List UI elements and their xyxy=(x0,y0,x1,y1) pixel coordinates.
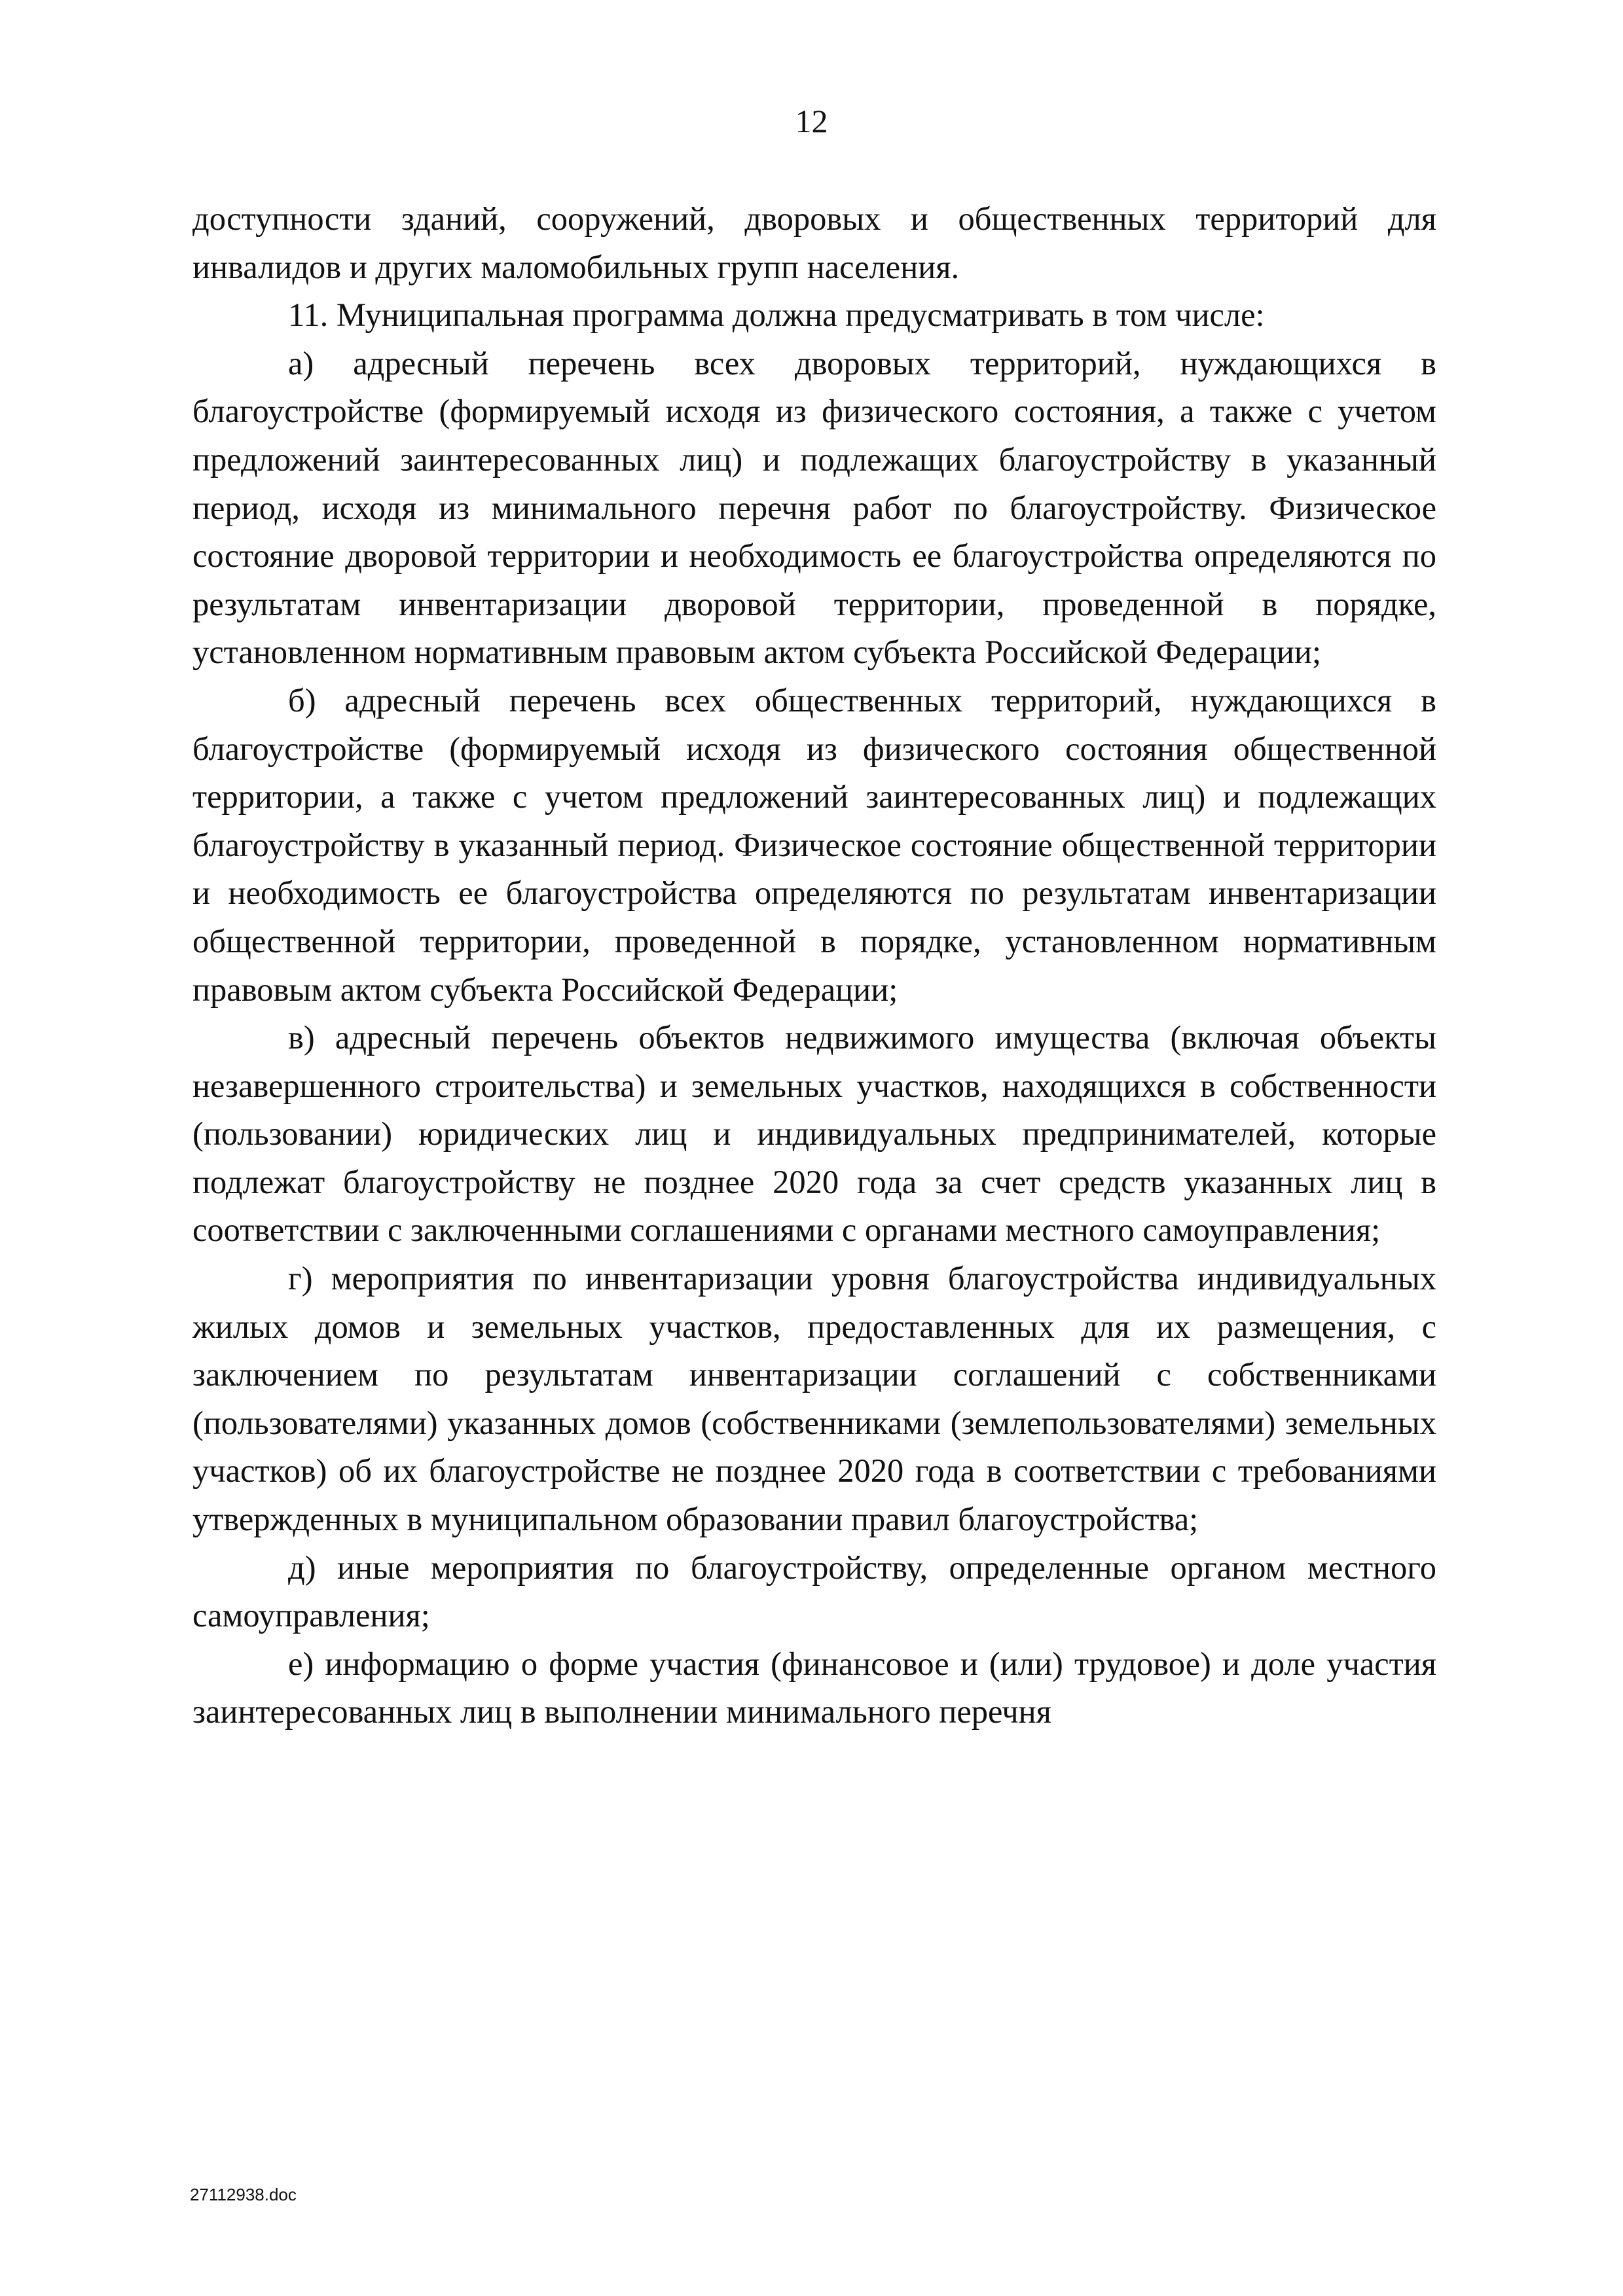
paragraph-continuation: доступности зданий, сооружений, дворовых и общественных территорий для инвалидов и других маломобильных групп населения. xyxy=(192,200,1436,285)
paragraph-subitem-b: б) адресный перечень всех общественных территорий, нуждающихся в благоустройстве (формируемый исходя из физического состояния общественной территории, а также с учетом предложений заинтересованных лиц) и подлежащих благоустройству в указанный период. Физическое состояние общественной территории и необходимость ее благоустройства определяются по результатам инвентаризации общественной территории, проведенной в порядке, установленном нормативным правовым актом субъекта Российской Федерации; xyxy=(192,681,1436,1008)
page-number: 12 xyxy=(795,103,828,139)
paragraph-item-11: 11. Муниципальная программа должна предусматривать в том числе: xyxy=(288,296,1265,334)
paragraph-subitem-v: в) адресный перечень объектов недвижимого имущества (включая объекты незавершенного строительства) и земельных участков, находящихся в собственности (пользовании) юридических лиц и индивидуальных предпринимателей, которые подлежат благоустройству не позднее 2020 года за счет средств указанных лиц в соответствии с заключенными соглашениями с органами местного самоуправления; xyxy=(192,1019,1436,1249)
paragraph-subitem-e: е) информацию о форме участия (финансовое и (или) трудовое) и доле участия заинтересованных лиц в выполнении минимального перечня xyxy=(192,1645,1436,1731)
paragraph-subitem-d: д) иные мероприятия по благоустройству, определенные органом местного самоуправления; xyxy=(192,1549,1436,1634)
document-body xyxy=(192,195,1436,1736)
paragraph-subitem-a: а) адресный перечень всех дворовых территорий, нуждающихся в благоустройстве (формируемый исходя из физического состояния, а также с учетом предложений заинтересованных лиц) и подлежащих благоустройству в указанный период, исходя из минимального перечня работ по благоустройству. Физическое состояние дворовой территории и необходимость ее благоустройства определяются по результатам инвентаризации дворовой территории, проведенной в порядке, установленном нормативным правовым актом субъекта Российской Федерации; xyxy=(192,344,1436,671)
paragraph-subitem-g: г) мероприятия по инвентаризации уровня благоустройства индивидуальных жилых домов и земельных участков, предоставленных для их размещения, с заключением по результатам инвентаризации соглашений с собственниками (пользователями) указанных домов (собственниками (землепользователями) земельных участков) об их благоустройстве не позднее 2020 года в соответствии с требованиями утвержденных в муниципальном образовании правил благоустройства; xyxy=(192,1260,1436,1538)
document-file-id: 27112938.doc xyxy=(190,2185,297,2204)
